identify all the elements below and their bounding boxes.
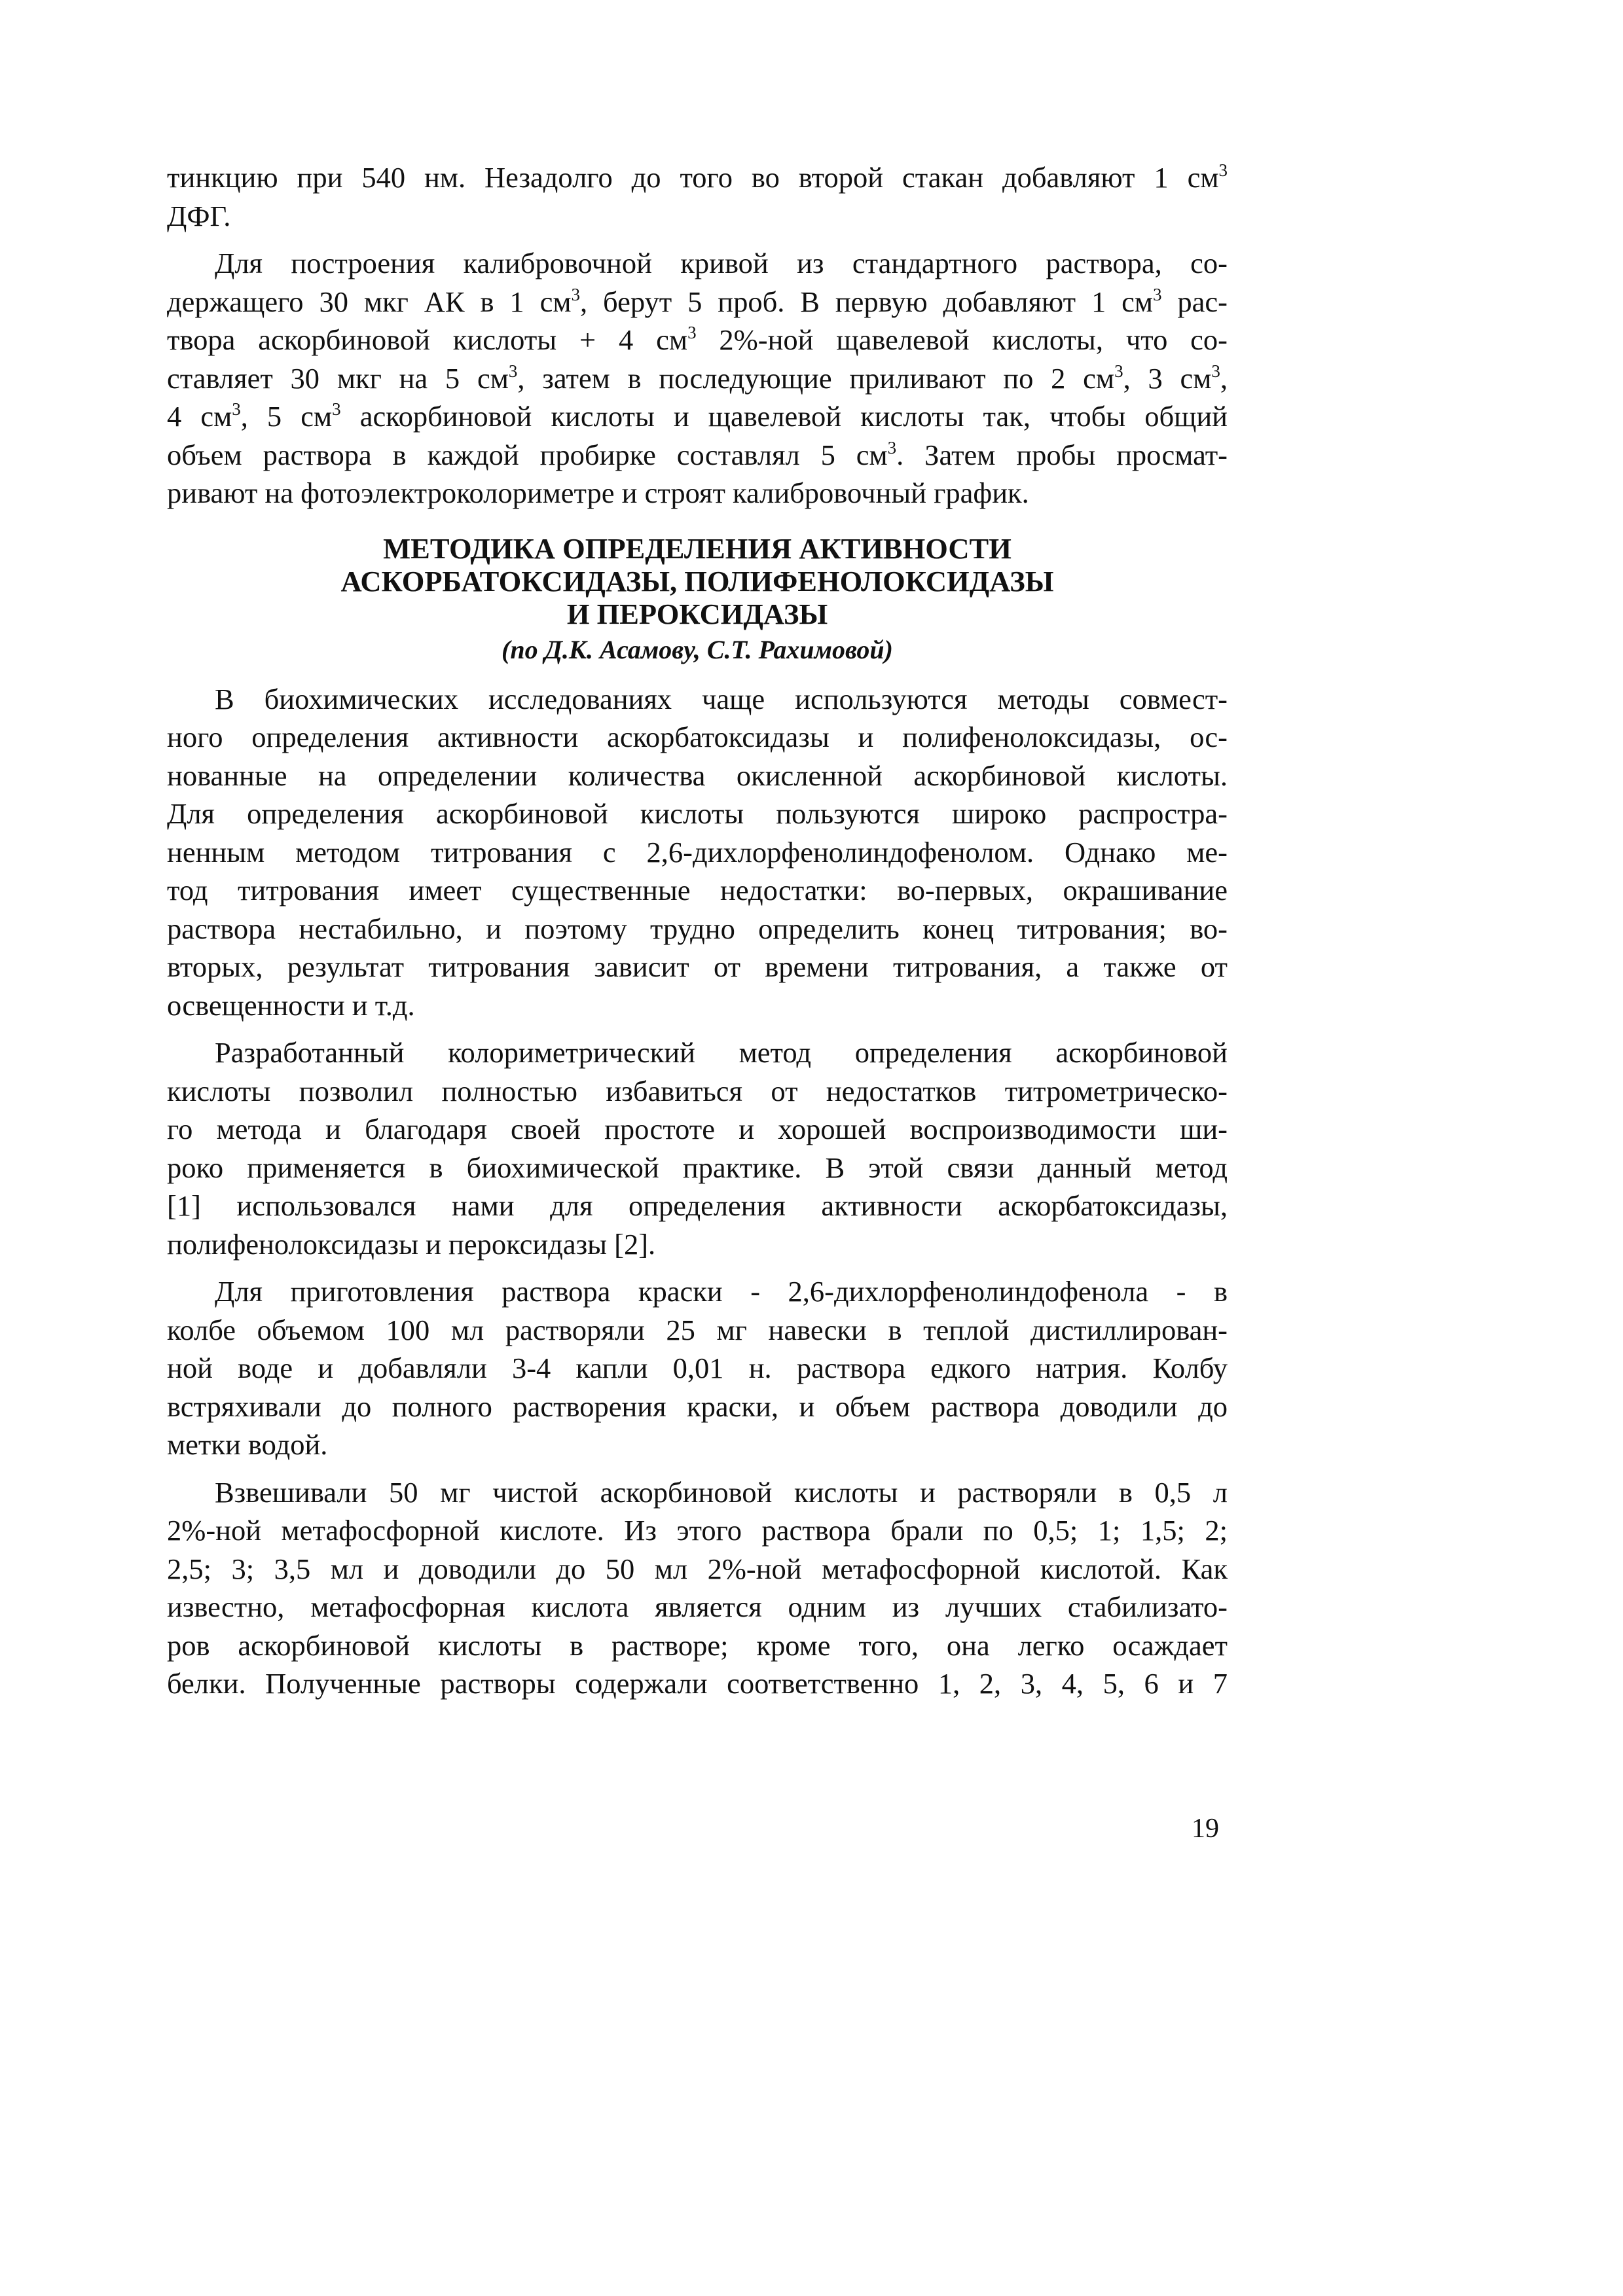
superscript: 3: [1211, 361, 1220, 381]
text-line: Разработанный колориметрический метод определения аскорбиновой: [215, 1036, 1228, 1069]
section-heading: [167, 532, 1228, 630]
text-line: белки. Полученные растворы содержали соответственно 1, 2, 3, 4, 5, 6 и 7: [167, 1667, 1228, 1700]
text-line: В биохимических исследованиях чаще используются методы совмест-: [215, 682, 1228, 715]
text-line: освещенности и т.д.: [167, 988, 415, 1022]
text-line: 4 $см^3$, 5 $см^3$ аскорбиновой кислоты и щавелевой кислоты так, чтобы общий: [167, 399, 1228, 433]
superscript: 3: [332, 399, 341, 419]
superscript: 3: [687, 323, 697, 342]
text-line: [167, 158, 1228, 197]
document-page: [167, 158, 1228, 1712]
text-line: вторых, результат титрования зависит от времени титрования, а также от: [167, 950, 1228, 983]
text-line: Для построения калибровочной кривой из стандартного раствора, со-: [215, 247, 1228, 279]
superscript: 3: [1218, 160, 1228, 180]
text-line: ров аскорбиновой кислоты в растворе; кроме того, она легко осаждает: [167, 1628, 1228, 1662]
text-line: встряхивали до полного растворения краски, и объем раствора доводили до: [167, 1390, 1228, 1423]
text-line: Для приготовления раствора краски - 2,6-дихлорфенолиндофенола - в: [215, 1275, 1228, 1308]
text-line: ного определения активности аскорбатоксидазы и полифенолоксидазы, ос-: [167, 721, 1228, 753]
text-line: держащего 30 мкг АК в 1 $см^3$, берут 5 проб. В первую добавляют 1 $см^3$ рас-: [167, 284, 1228, 318]
text-line: ной воде и добавляли 3-4 капли 0,01 н. раствора едкого натрия. Колбу: [167, 1352, 1228, 1384]
text-line: тод титрования имеет существенные недостатки: во-первых, окрашивание: [167, 874, 1228, 906]
text-line: ДФГ.: [167, 199, 231, 232]
text-line: [1] использовался нами для определения активности аскорбатоксидазы,: [167, 1189, 1228, 1222]
heading-line: МЕТОДИКА ОПРЕДЕЛЕНИЯ АКТИВНОСТИ: [383, 531, 1012, 565]
text-line: метки водой.: [167, 1428, 328, 1461]
superscript: 3: [232, 399, 241, 419]
text-line: кислоты позволил полностью избавиться от недостатков титрометрическо-: [167, 1074, 1228, 1107]
heading-authors: (по Д.К. Асамову, С.Т. Рахимовой): [501, 634, 893, 664]
text-line: нованные на определении количества окисленной аскорбиновой кислоты.: [167, 759, 1228, 792]
text-line: ненным методом титрования с 2,6-дихлорфенолиндофенолом. Однако ме-: [167, 835, 1228, 869]
text-line: твора аскорбиновой кислоты + 4 $см^3$ 2%-ной щавелевой кислоты, что со-: [167, 323, 1228, 356]
paragraph-continuation: [167, 158, 1228, 235]
text-line: ривают на фотоэлектроколориметре и строят калибровочный график.: [167, 476, 1029, 509]
text-line: объем раствора в каждой пробирке составлял 5 $см^3$. Затем пробы просмат-: [167, 437, 1228, 471]
text-line: раствора нестабильно, и поэтому трудно определить конец титрования; во-: [167, 912, 1228, 945]
heading-line: И ПЕРОКСИДАЗЫ: [566, 597, 828, 630]
text-line: колбе объемом 100 мл растворяли 25 мг навески в теплой дистиллирован-: [167, 1313, 1228, 1346]
superscript: 3: [887, 437, 897, 457]
paragraph-intro: [167, 680, 1228, 1025]
paragraph-calibration: [167, 244, 1228, 512]
paragraph-standard-solutions: [167, 1473, 1228, 1703]
text-line: ставляет 30 мкг на 5 $см^3$, затем в последующие приливают по 2 $см^3$, 3 $см^3$,: [167, 361, 1228, 395]
text-line: Взвешивали 50 мг чистой аскорбиновой кислоты и растворяли в 0,5 л: [215, 1475, 1228, 1509]
text-line-part: тинкцию при 540 нм. Незадолго до того во второй стакан добавляют 1 см: [167, 161, 1219, 194]
paragraph-dye-preparation: [167, 1272, 1228, 1464]
page-number: 19: [1192, 1814, 1219, 1844]
text-line: го метода и благодаря своей простоте и хорошей воспроизводимости ши-: [167, 1113, 1228, 1145]
text-line: полифенолоксидазы и пероксидазы [2].: [167, 1227, 656, 1261]
text-line: известно, метафосфорная кислота является одним из лучших стабилизато-: [167, 1590, 1228, 1623]
text-line: 2%-ной метафосфорной кислоте. Из этого раствора брали по 0,5; 1; 1,5; 2;: [167, 1514, 1228, 1547]
text-line: роко применяется в биохимической практике. В этой связи данный метод: [167, 1151, 1228, 1184]
superscript: 3: [508, 361, 518, 381]
paragraph-method: [167, 1033, 1228, 1263]
text-line: 2,5; 3; 3,5 мл и доводили до 50 мл 2%-ной метафосфорной кислотой. Как: [167, 1552, 1228, 1585]
text-line: Для определения аскорбиновой кислоты пользуются широко распростра-: [167, 797, 1228, 830]
superscript: 3: [1153, 284, 1162, 304]
superscript: 3: [571, 284, 581, 304]
superscript: 3: [1114, 361, 1123, 381]
heading-line: АСКОРБАТОКСИДАЗЫ, ПОЛИФЕНОЛОКСИДАЗЫ: [340, 564, 1054, 598]
